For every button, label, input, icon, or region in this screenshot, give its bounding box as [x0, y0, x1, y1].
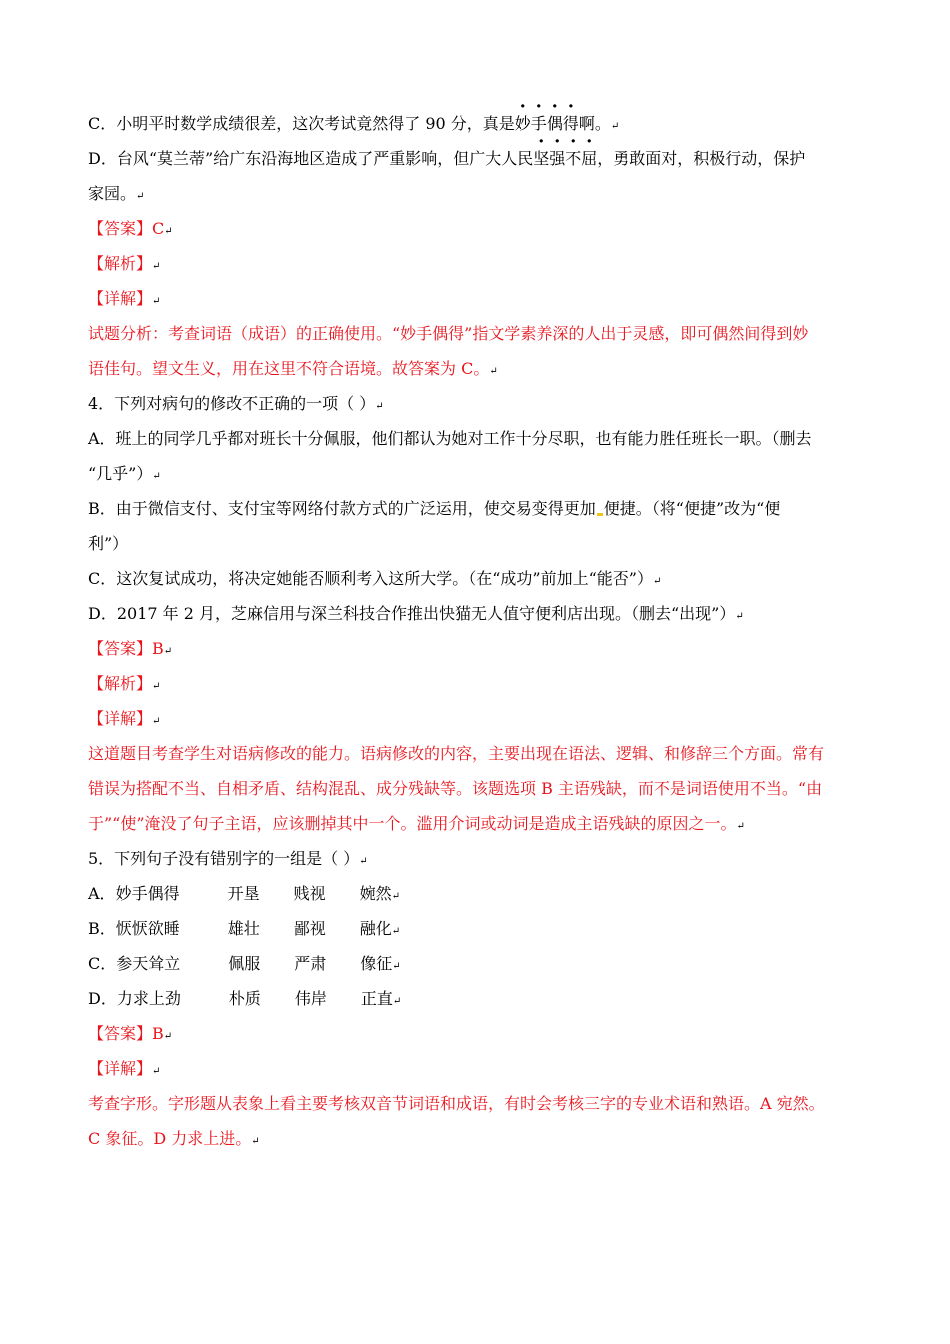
paragraph-mark-icon: ↵ — [652, 576, 662, 587]
paragraph-mark-icon: ↵ — [735, 611, 744, 622]
highlight-marker — [597, 513, 603, 516]
paragraph-mark-icon: ↵ — [152, 681, 161, 692]
q4-option-d: D．2017 年 2 月，芝麻信用与深兰科技合作推出快猫无人值守便利店出现。（删去“出现”）↵ — [88, 604, 744, 623]
paragraph-mark-icon: ↵ — [610, 121, 620, 132]
paragraph-mark-icon: ↵ — [152, 296, 161, 307]
q4-option-c: C．这次复试成功，将决定她能否顺利考入这所大学。（在“成功”前加上“能否”）↵ — [88, 569, 662, 588]
paragraph-mark-icon: ↵ — [136, 191, 145, 202]
q5-option-d: D．力求上劲 朴质 伟岸 正直↵ — [88, 989, 402, 1008]
paragraph-mark-icon: ↵ — [391, 891, 400, 902]
q3-detail-label: 【详解】↵ — [88, 289, 161, 308]
paragraph-mark-icon: ↵ — [391, 926, 401, 937]
paragraph-mark-icon: ↵ — [164, 226, 173, 237]
q4-answer: 【答案】B↵ — [88, 639, 173, 658]
q5-stem: 5．下列句子没有错别字的一组是（ ）↵ — [88, 849, 368, 868]
q4-explanation-line3: 于”“使”淹没了句子主语，应该删掉其中一个。滥用介词或动词是造成主语残缺的原因之一。↵ — [88, 814, 745, 833]
q4-option-b-line1: B．由于微信支付、支付宝等网络付款方式的广泛运用，使交易变得更加 便捷。（将“便捷”改为“便 — [88, 499, 781, 518]
q4-detail-label: 【详解】↵ — [88, 709, 161, 728]
q4-explanation-line1: 这道题目考查学生对语病修改的能力。语病修改的内容，主要出现在语法、逻辑、和修辞三个方面。常有 — [88, 744, 825, 763]
q5-explanation-line1: 考查字形。字形题从表象上看主要考核双音节词语和成语，有时会考核三字的专业术语和熟语。A 宛然。 — [88, 1094, 825, 1113]
emphasis-char: 屈 — [581, 149, 598, 168]
q5-option-b: B．恹恹欲睡 雄壮 鄙视 融化↵ — [88, 919, 401, 938]
paragraph-mark-icon: ↵ — [163, 646, 173, 657]
q5-option-c: C．参天耸立 佩服 严肃 像征↵ — [88, 954, 401, 973]
emphasis-char: 手 — [530, 114, 547, 133]
q3-explanation-line2: 语佳句。望文生义，用在这里不符合语境。故答案为 C。↵ — [88, 359, 498, 378]
q4-explanation-line2: 错误为搭配不当、自相矛盾、结构混乱、成分残缺等。该题选项 B 主语残缺，而不是词语使用不当。“由 — [88, 779, 823, 798]
q5-detail-label: 【详解】↵ — [88, 1059, 161, 1078]
paragraph-mark-icon: ↵ — [152, 1066, 161, 1077]
paragraph-mark-icon: ↵ — [251, 1136, 260, 1147]
paragraph-mark-icon: ↵ — [163, 1031, 173, 1042]
emphasis-char: 偶 — [546, 114, 563, 133]
q4-option-a-line2: “几乎”）↵ — [88, 464, 161, 483]
emphasis-char: 不 — [565, 149, 582, 168]
q4-analysis-label: 【解析】↵ — [88, 674, 161, 693]
q5-explanation-line2: C 象征。D 力求上进。↵ — [88, 1129, 260, 1148]
q3-option-d-line1: D．台风“莫兰蒂”给广东沿海地区造成了严重影响，但广大人民坚强不屈，勇敢面对，积极行动，保护 — [88, 147, 868, 171]
q4-stem: 4．下列对病句的修改不正确的一项（ ）↵ — [88, 394, 384, 413]
q5-answer: 【答案】B↵ — [88, 1024, 173, 1043]
paragraph-mark-icon: ↵ — [152, 716, 161, 727]
q3-option-d-line2: 家园。↵ — [88, 184, 145, 203]
emphasis-char: 妙 — [514, 114, 531, 133]
emphasis-char: 强 — [549, 149, 566, 168]
document-page — [88, 112, 868, 1162]
q3-explanation-line1: 试题分析：考查词语（成语）的正确使用。“妙手偶得”指文学素养深的人出于灵感，即可偶然间得到妙 — [88, 324, 809, 343]
q3-option-c: C．小明平时数学成绩很差，这次考试竟然得了 90 分，真是妙手偶得啊。↵ — [88, 112, 868, 136]
paragraph-mark-icon: ↵ — [152, 261, 161, 272]
emphasis-char: 坚 — [533, 149, 550, 168]
q3-analysis-label: 【解析】↵ — [88, 254, 161, 273]
q4-option-a-line1: A．班上的同学几乎都对班长十分佩服，他们都认为她对工作十分尽职，也有能力胜任班长一职。（删去 — [88, 429, 812, 448]
paragraph-mark-icon: ↵ — [152, 471, 161, 482]
paragraph-mark-icon: ↵ — [359, 856, 368, 867]
q4-option-b-line2: 利”） — [88, 534, 129, 553]
paragraph-mark-icon: ↵ — [736, 821, 745, 832]
q3-answer: 【答案】C↵ — [88, 219, 173, 238]
paragraph-mark-icon: ↵ — [375, 401, 384, 412]
paragraph-mark-icon: ↵ — [392, 996, 402, 1007]
paragraph-mark-icon: ↵ — [392, 961, 401, 972]
paragraph-mark-icon: ↵ — [489, 366, 498, 377]
q5-option-a: A．妙手偶得 开垦 贱视 婉然↵ — [88, 884, 400, 903]
emphasis-char: 得 — [562, 114, 579, 133]
